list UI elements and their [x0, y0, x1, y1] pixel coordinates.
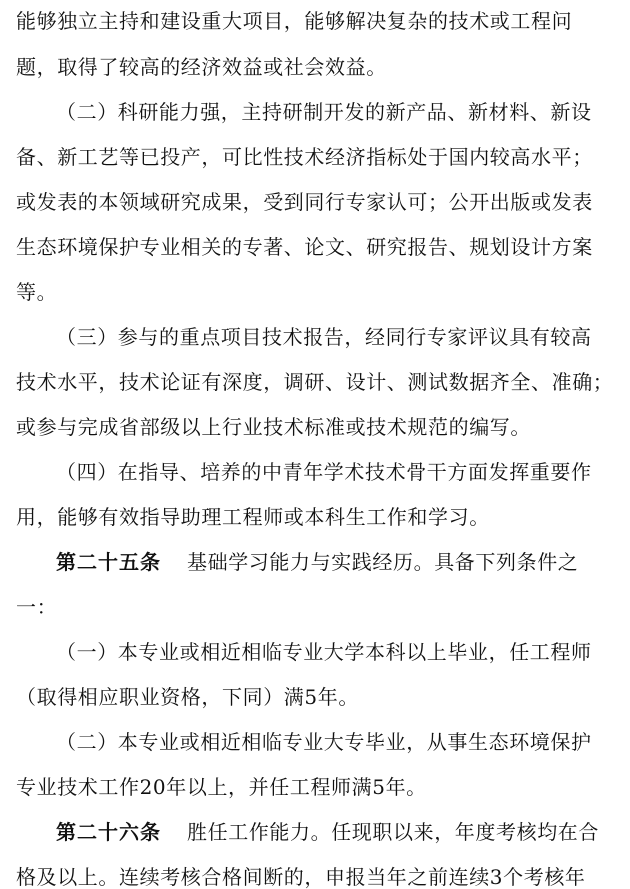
text-line: 格及以上。连续考核合格间断的，申报当年之前连续3个考核年 [16, 865, 586, 889]
text-line: （一）本专业或相近相临专业大学本科以上毕业，任工程师 [56, 640, 592, 664]
text-line: 用，能够有效指导助理工程师或本科生工作和学习。 [16, 505, 490, 529]
text-line: 生态环境保护专业相关的专著、论文、研究报告、规划设计方案 [16, 235, 593, 259]
article-25-heading: 第二十五条 [56, 550, 161, 574]
text-line: （三）参与的重点项目技术报告，经同行专家评议具有较高 [56, 325, 592, 349]
article-25-line [56, 550, 616, 574]
article-26-text: 胜任工作能力。任现职以来，年度考核均在合 [187, 820, 599, 844]
text-line: 专业技术工作20年以上，并任工程师满5年。 [16, 775, 427, 799]
article-25-text: 基础学习能力与实践经历。具备下列条件之 [187, 550, 579, 574]
text-line: 技术水平，技术论证有深度，调研、设计、测试数据齐全、准确； [16, 370, 614, 394]
text-line: 备、新工艺等已投产，可比性技术经济指标处于国内较高水平； [16, 145, 593, 169]
article-26-line [56, 820, 616, 844]
text-line: 或参与完成省部级以上行业技术标准或技术规范的编写。 [16, 415, 531, 439]
text-line: 等。 [16, 280, 58, 304]
text-line: （四）在指导、培养的中青年学术技术骨干方面发挥重要作 [56, 460, 592, 484]
text-line: （二）科研能力强，主持研制开发的新产品、新材料、新设 [56, 100, 592, 124]
text-line: （取得相应职业资格，下同）满5年。 [16, 685, 359, 709]
text-line: 能够独立主持和建设重大项目，能够解决复杂的技术或工程问 [16, 9, 573, 33]
text-line: 或发表的本领域研究成果，受到同行专家认可；公开出版或发表 [16, 190, 593, 214]
text-line: 一： [16, 595, 58, 619]
text-line: 题，取得了较高的经济效益或社会效益。 [16, 55, 387, 79]
article-26-heading: 第二十六条 [56, 820, 161, 844]
text-line: （二）本专业或相近相临专业大专毕业，从事生态环境保护 [56, 730, 592, 754]
